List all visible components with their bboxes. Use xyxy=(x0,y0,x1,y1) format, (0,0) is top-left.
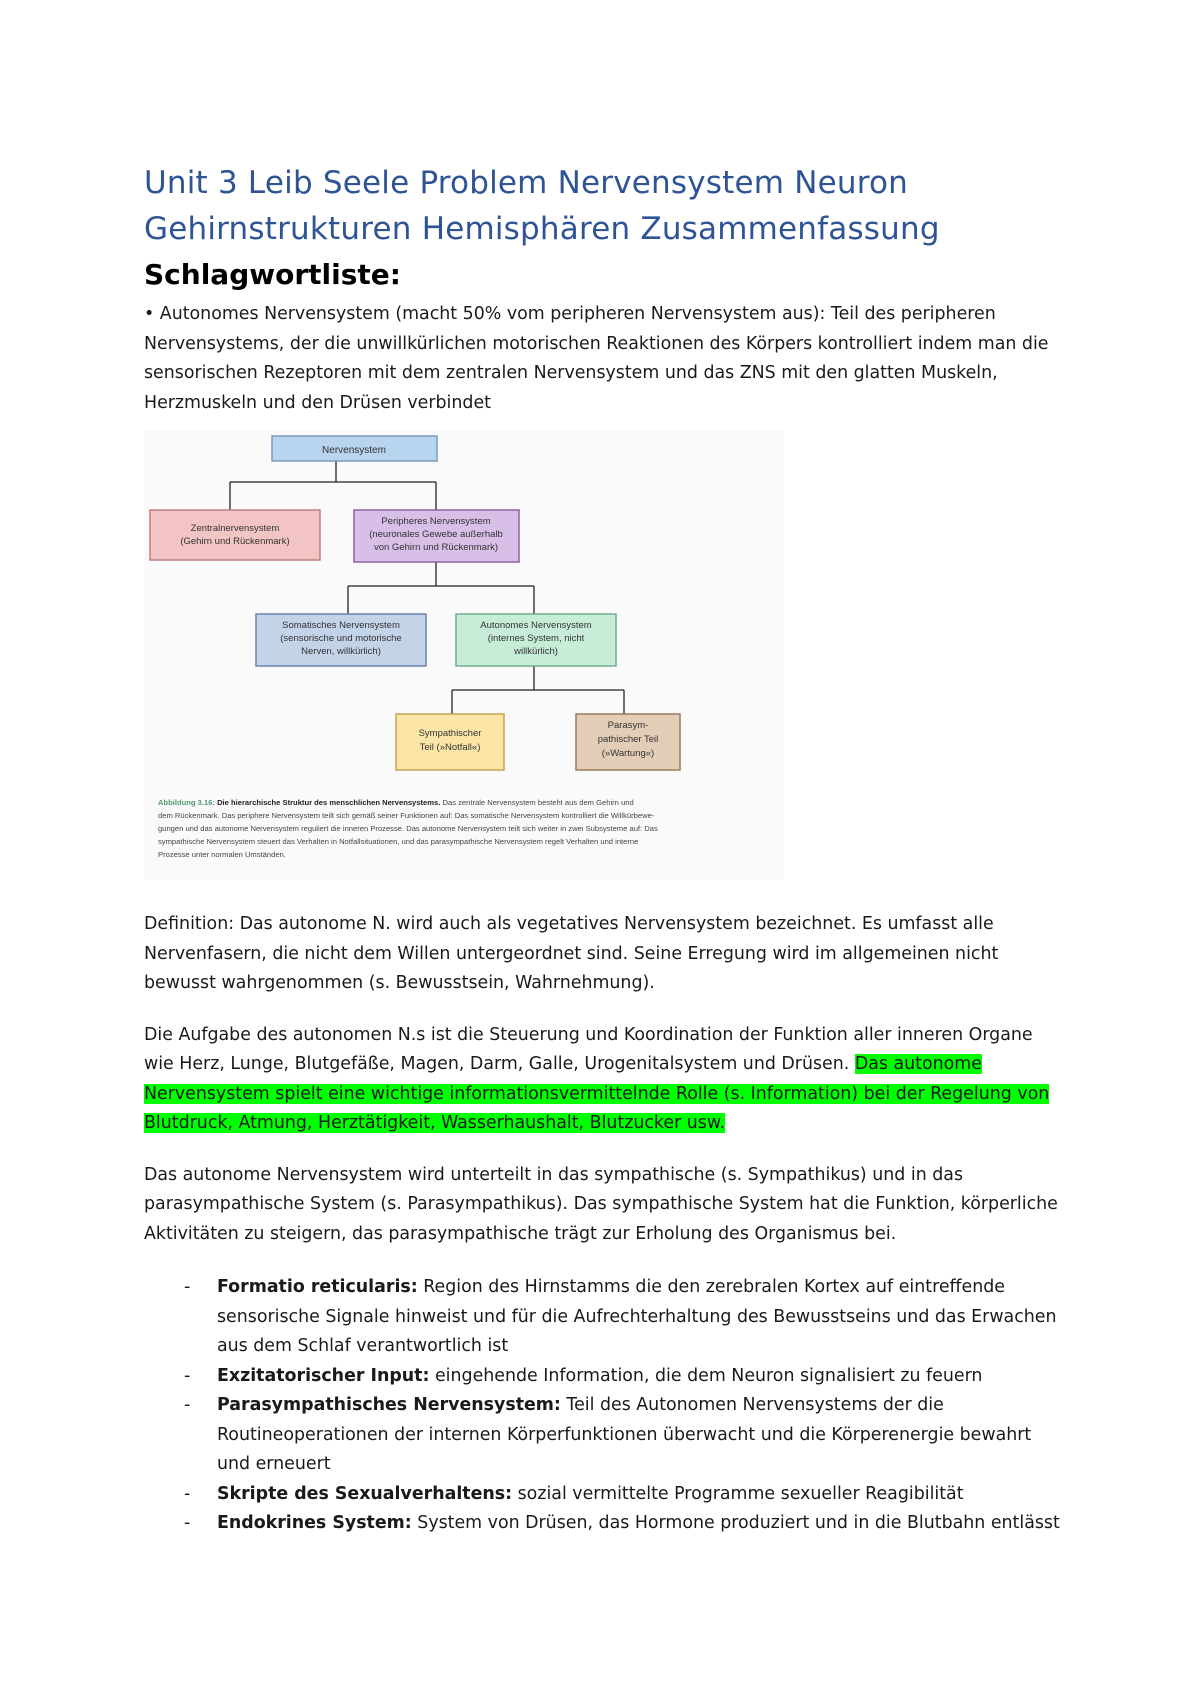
list-item xyxy=(144,1480,1064,1510)
document-title: Unit 3 Leib Seele Problem Nervensystem Neuron Gehirnstrukturen Hemisphären Zusammenfassung xyxy=(144,165,940,247)
term-label: Exzitatorischer Input: xyxy=(217,1365,430,1386)
intro-paragraph xyxy=(144,300,1064,418)
list-dash: - xyxy=(184,1513,191,1533)
node-autonomes-nervensystem xyxy=(456,614,616,666)
node-sympathischer-teil xyxy=(396,714,504,770)
term-label: Endokrines System: xyxy=(217,1513,412,1533)
term-list xyxy=(144,1273,1064,1539)
node-somatic-line-2: (sensorische und motorische xyxy=(280,633,402,644)
term-description: sozial vermittelte Programme sexueller Reagibilität xyxy=(512,1483,964,1504)
list-item xyxy=(144,1273,1064,1362)
bullet: • xyxy=(144,304,155,324)
keyword-list-heading: Schlagwortliste: xyxy=(144,258,401,291)
term-description: Teil des Autonomen Nervensystems der die Routineoperationen der internen Körperfunktionen überwacht und die Körperenergie bewahrt und erneuert xyxy=(217,1395,1032,1474)
list-item xyxy=(144,1391,1064,1480)
svg-text:Abbildung 3.16: Die xyxy=(158,798,634,807)
node-root-label: Nervensystem xyxy=(322,445,386,456)
caption-bold: Die hierarchische Struktur des menschlichen Nervensystems. xyxy=(217,798,441,807)
node-pns-line-2: (neuronales Gewebe außerhalb xyxy=(369,529,503,540)
term-description: System von Drüsen, das Hormone produziert und in die Blutbahn entlässt xyxy=(411,1513,1060,1533)
node-zns-line-2: (Gehirn und Rückenmark) xyxy=(180,536,290,547)
node-parasympathetic-line-1: Parasym- xyxy=(607,720,649,731)
node-sympathetic-line-2: Teil (»Notfall«) xyxy=(419,742,481,753)
caption-line-2: gungen und das autonome Nervensystem reguliert die inneren Prozesse. Das autonome Nervensystem teilt sich weiter in zwei Subsysteme auf: Das xyxy=(158,824,658,833)
node-autonomic-line-3: willkürlich) xyxy=(514,646,558,657)
term-label: Formatio reticularis: xyxy=(217,1277,418,1297)
caption-label: Abbildung 3.16: xyxy=(158,798,215,807)
node-autonomic-line-1: Autonomes Nervensystem xyxy=(480,620,592,631)
node-sympathetic-line-1: Sympathischer xyxy=(418,728,482,739)
document-page xyxy=(144,160,1064,1539)
node-autonomic-line-2: (internes System, nicht xyxy=(487,633,585,644)
term-description: Region des Hirnstamms die den zerebralen Kortex auf eintreffende sensorische Signale hinweist und für die Aufrechterhaltung des Bewusstseins und das Erwachen aus dem Schlaf verantwortlich ist xyxy=(217,1277,1057,1356)
list-item xyxy=(144,1509,1064,1539)
caption-line-4: Prozesse unter normalen Umständen. xyxy=(158,850,286,859)
division-paragraph: Das autonome Nervensystem wird unterteilt in das sympathische (s. Sympathikus) und in das parasympathische System (s. Parasympathikus). Das sympathische System hat die Funktion, körperliche Aktivitäten zu steigern, das parasympathische trägt zur Erholung des Organismus bei. xyxy=(144,1164,1058,1244)
node-parasympathischer-teil xyxy=(576,714,680,770)
list-dash: - xyxy=(184,1365,191,1386)
node-zns-line-1: Zentralnervensystem xyxy=(190,523,280,534)
node-parasympathetic-line-2: pathischer Teil xyxy=(597,734,659,745)
node-zentralnervensystem xyxy=(150,510,320,560)
caption-line-0: Das zentrale Nervensystem besteht aus dem Gehirn und xyxy=(442,798,634,807)
figure-caption xyxy=(158,798,658,859)
node-parasympathetic-line-3: (»Wartung«) xyxy=(601,748,655,759)
nervous-system-diagram xyxy=(144,430,784,880)
node-somatic-line-1: Somatisches Nervensystem xyxy=(282,620,400,631)
list-item xyxy=(144,1362,1064,1392)
highlighted-text: Das autonome Nervensystem spielt eine wichtige informationsvermittelnde Rolle (s. Information) bei der Regelung von Blutdruck, Atmung, Herztätigkeit, Wasserhaushalt, Blutzucker usw. xyxy=(144,1054,1050,1133)
node-somatic-line-3: Nerven, willkürlich) xyxy=(301,646,381,657)
definition-label: Definition: xyxy=(144,914,235,934)
intro-text: Autonomes Nervensystem (macht 50% vom peripheren Nervensystem aus): Teil des peripheren Nervensystems, der die unwillkürlichen motorischen Reaktionen des Körpers kontrolliert indem man die sensorischen Rezeptoren mit dem zentralen Nervensystem und das ZNS mit den glatten Muskeln, Herzmuskeln und den Drüsen verbindet xyxy=(144,304,1049,413)
diagram-connectors xyxy=(230,460,624,714)
node-peripheres-nervensystem xyxy=(354,510,519,562)
definition-text: Das autonome N. wird auch als vegetatives Nervensystem bezeichnet. Es umfasst alle Nervenfasern, die nicht dem Willen untergeordnet sind. Seine Erregung wird im allgemeinen nicht bewusst wahrgenommen (s. Bewusstsein, Wahrnehmung). xyxy=(144,914,999,993)
term-label: Parasympathisches Nervensystem: xyxy=(217,1395,561,1415)
list-dash: - xyxy=(184,1395,191,1415)
term-description: eingehende Information, die dem Neuron signalisiert zu feuern xyxy=(429,1365,983,1386)
node-pns-line-3: von Gehirn und Rückenmark) xyxy=(373,542,499,553)
list-dash: - xyxy=(184,1277,191,1297)
list-dash: - xyxy=(184,1483,191,1504)
caption-line-3: sympathische Nervensystem steuert das Verhalten in Notfallsituationen, und das parasympathische Nervensystem regelt Verhalten und interne xyxy=(158,837,639,846)
task-text: Die Aufgabe des autonomen N.s ist die Steuerung und Koordination der Funktion aller inneren Organe wie Herz, Lunge, Blutgefäße, Magen, Darm, Galle, Urogenitalsystem und Drüsen. xyxy=(144,1024,1033,1074)
node-nervensystem xyxy=(272,436,437,461)
caption-line-1: dem Rückenmark. Das periphere Nervensystem teilt sich gemäß seiner Funktionen auf: Das somatische Nervensystem kontrolliert die Willkürbewe- xyxy=(158,811,655,820)
term-label: Skripte des Sexualverhaltens: xyxy=(217,1483,513,1504)
node-pns-line-1: Peripheres Nervensystem xyxy=(381,516,491,527)
definition-paragraph xyxy=(144,910,1064,999)
node-somatisches-nervensystem xyxy=(256,614,426,666)
task-paragraph xyxy=(144,1021,1064,1139)
